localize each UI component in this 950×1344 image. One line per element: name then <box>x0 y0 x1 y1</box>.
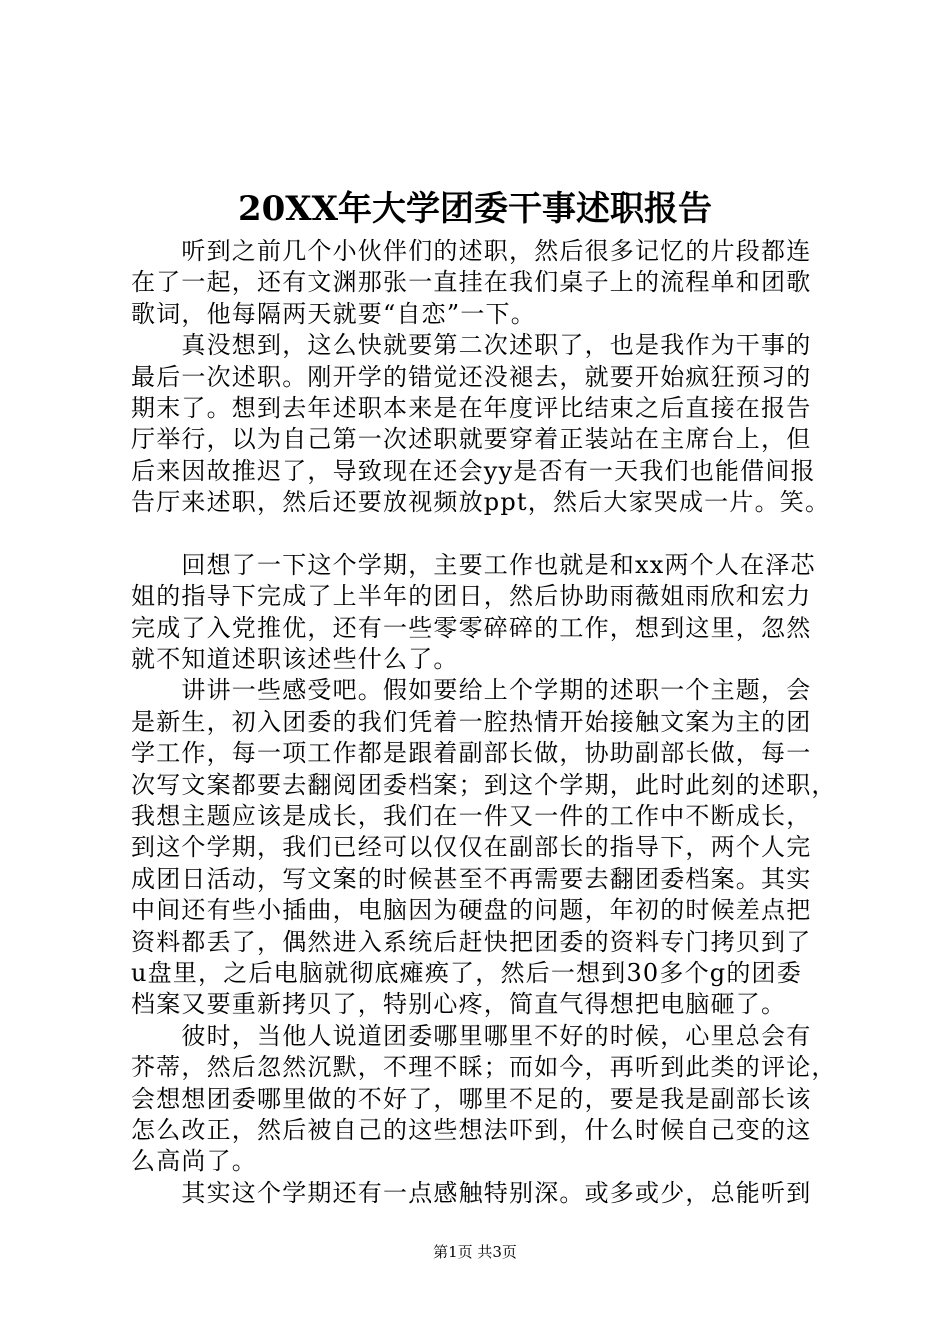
body-line: 讲讲一些感受吧。假如要给上个学期的述职一个主题，会 <box>131 676 812 705</box>
body-line: 芥蒂，然后忽然沉默，不理不睬；而如今，再听到此类的评论， <box>131 1053 837 1082</box>
body-line: 学工作，每一项工作都是跟着副部长做，协助副部长做，每一 <box>131 739 812 768</box>
body-line: 真没想到，这么快就要第二次述职了，也是我作为干事的 <box>131 331 812 360</box>
body-line: 会想想团委哪里做的不好了，哪里不足的，要是我是副部长该 <box>131 1084 812 1113</box>
document-title: 20XX年大学团委干事述职报告 <box>237 189 713 229</box>
body-line: 姐的指导下完成了上半年的团日，然后协助雨薇姐雨欣和宏力 <box>131 582 812 611</box>
body-line: 告厅来述职，然后还要放视频放ppt，然后大家哭成一片。笑。 <box>131 488 831 517</box>
body-line: 期末了。想到去年述职本来是在年度评比结束之后直接在报告 <box>131 393 812 422</box>
paragraph-gap <box>131 519 851 550</box>
body-line: 资料都丢了，偶然进入系统后赶快把团委的资料专门拷贝到了 <box>131 927 812 956</box>
body-line: 彼时，当他人说道团委哪里哪里不好的时候，心里总会有 <box>131 1021 812 1050</box>
body-line: u盘里，之后电脑就彻底瘫痪了，然后一想到30多个g的团委 <box>131 958 802 987</box>
body-line: 中间还有些小插曲，电脑因为硬盘的问题，年初的时候差点把 <box>131 896 812 925</box>
body-line: 最后一次述职。刚开学的错觉还没褪去，就要开始疯狂预习的 <box>131 362 812 391</box>
body-line: 回想了一下这个学期，主要工作也就是和xx两个人在泽芯 <box>131 550 816 579</box>
body-line: 就不知道述职该述些什么了。 <box>131 645 459 674</box>
body-line: 歌词，他每隔两天就要“自恋”一下。 <box>131 299 536 328</box>
body-line: 档案又要重新拷贝了，特别心疼，简直气得想把电脑砸了。 <box>131 990 787 1019</box>
body-line: 成团日活动，写文案的时候甚至不再需要去翻团委档案。其实 <box>131 864 812 893</box>
page-footer: 第1页 共3页 <box>433 1243 517 1261</box>
body-line: 厅举行，以为自己第一次述职就要穿着正装站在主席台上，但 <box>131 425 812 454</box>
body-line: 在了一起，还有文渊那张一直挂在我们桌子上的流程单和团歌 <box>131 268 812 297</box>
body-line: 完成了入党推优，还有一些零零碎碎的工作，想到这里，忽然 <box>131 613 812 642</box>
document-body <box>131 236 851 1209</box>
body-line: 次写文案都要去翻阅团委档案；到这个学期，此时此刻的述职， <box>131 770 837 799</box>
body-line: 么高尚了。 <box>131 1147 257 1176</box>
body-line: 听到之前几个小伙伴们的述职，然后很多记忆的片段都连 <box>131 237 812 265</box>
body-line: 是新生，初入团委的我们凭着一腔热情开始接触文案为主的团 <box>131 707 812 736</box>
body-line: 到这个学期，我们已经可以仅仅在副部长的指导下，两个人完 <box>131 833 812 862</box>
body-line: 其实这个学期还有一点感触特别深。或多或少，总能听到 <box>131 1178 812 1207</box>
body-line: 后来因故推迟了，导致现在还会yy是否有一天我们也能借间报 <box>131 456 816 485</box>
body-line: 怎么改正，然后被自己的这些想法吓到，什么时候自己变的这 <box>131 1115 812 1144</box>
body-line: 我想主题应该是成长，我们在一件又一件的工作中不断成长， <box>131 802 812 831</box>
